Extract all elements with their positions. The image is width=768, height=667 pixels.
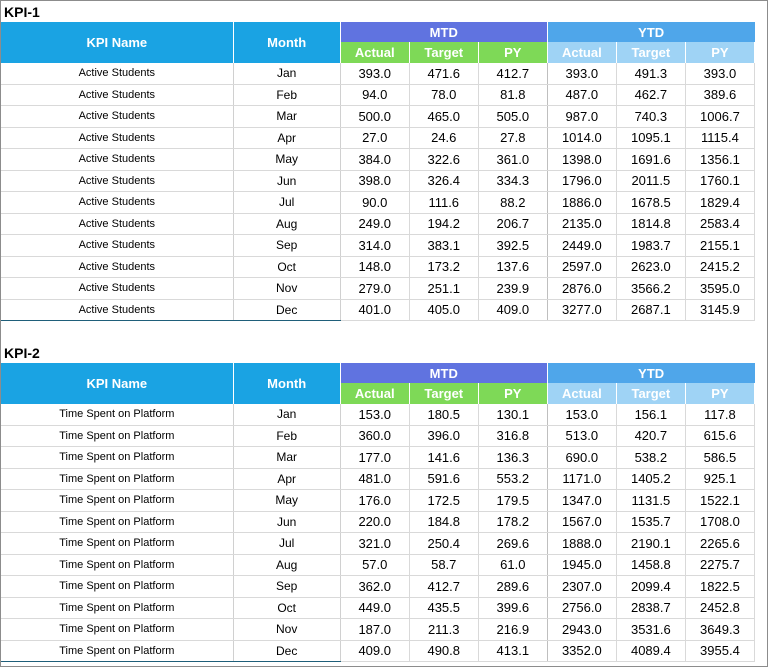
mtd-actual-cell: 321.0 bbox=[340, 533, 409, 555]
mtd-actual-cell: 314.0 bbox=[340, 235, 409, 257]
ytd-target-cell: 1983.7 bbox=[616, 235, 685, 257]
mtd-target-cell: 58.7 bbox=[409, 554, 478, 576]
ytd-actual-cell: 1347.0 bbox=[547, 490, 616, 512]
mtd-actual-cell: 153.0 bbox=[340, 404, 409, 425]
table-row bbox=[1, 576, 755, 598]
mtd-target-cell: 184.8 bbox=[409, 511, 478, 533]
ytd-actual-cell: 1171.0 bbox=[547, 468, 616, 490]
kpi-name-cell: Time Spent on Platform bbox=[1, 511, 233, 533]
kpi-name-cell: Active Students bbox=[1, 127, 233, 149]
mtd-actual-header: Actual bbox=[340, 42, 409, 63]
ytd-target-cell: 1535.7 bbox=[616, 511, 685, 533]
ytd-py-cell: 925.1 bbox=[685, 468, 754, 490]
mtd-target-cell: 173.2 bbox=[409, 256, 478, 278]
mtd-target-cell: 322.6 bbox=[409, 149, 478, 171]
table-row bbox=[1, 468, 755, 490]
mtd-actual-header: Actual bbox=[340, 383, 409, 404]
ytd-actual-cell: 1886.0 bbox=[547, 192, 616, 214]
ytd-target-header: Target bbox=[616, 383, 685, 404]
mtd-actual-cell: 90.0 bbox=[340, 192, 409, 214]
ytd-actual-header: Actual bbox=[547, 42, 616, 63]
table-row bbox=[1, 192, 755, 214]
mtd-target-cell: 141.6 bbox=[409, 447, 478, 469]
ytd-target-cell: 491.3 bbox=[616, 63, 685, 84]
mtd-py-cell: 137.6 bbox=[478, 256, 547, 278]
kpi-name-cell: Time Spent on Platform bbox=[1, 640, 233, 662]
ytd-py-cell: 2265.6 bbox=[685, 533, 754, 555]
month-cell: Oct bbox=[233, 256, 340, 278]
ytd-actual-cell: 1567.0 bbox=[547, 511, 616, 533]
table-row bbox=[1, 84, 755, 106]
ytd-target-cell: 2623.0 bbox=[616, 256, 685, 278]
table-row bbox=[1, 490, 755, 512]
ytd-actual-cell: 1796.0 bbox=[547, 170, 616, 192]
month-cell: Apr bbox=[233, 468, 340, 490]
kpi-name-cell: Active Students bbox=[1, 213, 233, 235]
mtd-py-cell: 289.6 bbox=[478, 576, 547, 598]
kpi-name-cell: Active Students bbox=[1, 106, 233, 128]
mtd-target-cell: 250.4 bbox=[409, 533, 478, 555]
kpi2-title: KPI-2 bbox=[4, 345, 40, 361]
month-cell: Apr bbox=[233, 127, 340, 149]
mtd-actual-cell: 360.0 bbox=[340, 425, 409, 447]
mtd-py-cell: 505.0 bbox=[478, 106, 547, 128]
month-cell: Dec bbox=[233, 299, 340, 321]
ytd-py-cell: 1522.1 bbox=[685, 490, 754, 512]
month-cell: Jul bbox=[233, 192, 340, 214]
ytd-target-cell: 1131.5 bbox=[616, 490, 685, 512]
table-row bbox=[1, 63, 755, 84]
kpi2-body bbox=[1, 404, 755, 662]
ytd-actual-cell: 2943.0 bbox=[547, 619, 616, 641]
kpi-name-cell: Active Students bbox=[1, 84, 233, 106]
ytd-py-cell: 393.0 bbox=[685, 63, 754, 84]
table-row bbox=[1, 597, 755, 619]
month-cell: Jan bbox=[233, 63, 340, 84]
mtd-py-header: PY bbox=[478, 383, 547, 404]
ytd-actual-cell: 1945.0 bbox=[547, 554, 616, 576]
ytd-py-cell: 615.6 bbox=[685, 425, 754, 447]
ytd-actual-cell: 393.0 bbox=[547, 63, 616, 84]
ytd-py-cell: 3145.9 bbox=[685, 299, 754, 321]
mtd-py-cell: 361.0 bbox=[478, 149, 547, 171]
ytd-target-cell: 740.3 bbox=[616, 106, 685, 128]
month-cell: May bbox=[233, 149, 340, 171]
ytd-target-cell: 2687.1 bbox=[616, 299, 685, 321]
mtd-target-cell: 211.3 bbox=[409, 619, 478, 641]
ytd-target-cell: 1691.6 bbox=[616, 149, 685, 171]
mtd-actual-cell: 249.0 bbox=[340, 213, 409, 235]
mtd-target-cell: 396.0 bbox=[409, 425, 478, 447]
ytd-target-cell: 1405.2 bbox=[616, 468, 685, 490]
table-row bbox=[1, 106, 755, 128]
mtd-actual-cell: 384.0 bbox=[340, 149, 409, 171]
ytd-actual-cell: 513.0 bbox=[547, 425, 616, 447]
ytd-target-cell: 420.7 bbox=[616, 425, 685, 447]
mtd-py-cell: 269.6 bbox=[478, 533, 547, 555]
mtd-py-cell: 81.8 bbox=[478, 84, 547, 106]
kpi-name-cell: Active Students bbox=[1, 278, 233, 300]
ytd-actual-cell: 2597.0 bbox=[547, 256, 616, 278]
table-row bbox=[1, 149, 755, 171]
ytd-py-cell: 1760.1 bbox=[685, 170, 754, 192]
ytd-target-cell: 4089.4 bbox=[616, 640, 685, 662]
month-cell: May bbox=[233, 490, 340, 512]
kpi1-table bbox=[1, 22, 755, 321]
mtd-header: MTD bbox=[340, 363, 547, 383]
ytd-py-cell: 1822.5 bbox=[685, 576, 754, 598]
mtd-py-header: PY bbox=[478, 42, 547, 63]
mtd-actual-cell: 449.0 bbox=[340, 597, 409, 619]
kpi-name-cell: Active Students bbox=[1, 299, 233, 321]
ytd-py-header: PY bbox=[685, 42, 754, 63]
ytd-header: YTD bbox=[547, 22, 754, 42]
ytd-actual-cell: 2876.0 bbox=[547, 278, 616, 300]
month-cell: Feb bbox=[233, 425, 340, 447]
mtd-header: MTD bbox=[340, 22, 547, 42]
ytd-py-cell: 586.5 bbox=[685, 447, 754, 469]
ytd-target-cell: 2838.7 bbox=[616, 597, 685, 619]
ytd-target-cell: 3531.6 bbox=[616, 619, 685, 641]
table-row bbox=[1, 425, 755, 447]
ytd-actual-cell: 1888.0 bbox=[547, 533, 616, 555]
mtd-target-cell: 251.1 bbox=[409, 278, 478, 300]
kpi-name-cell: Active Students bbox=[1, 192, 233, 214]
kpi-name-cell: Active Students bbox=[1, 63, 233, 84]
kpi-name-cell: Time Spent on Platform bbox=[1, 447, 233, 469]
mtd-py-cell: 61.0 bbox=[478, 554, 547, 576]
mtd-actual-cell: 398.0 bbox=[340, 170, 409, 192]
mtd-actual-cell: 177.0 bbox=[340, 447, 409, 469]
ytd-header: YTD bbox=[547, 363, 754, 383]
month-cell: Dec bbox=[233, 640, 340, 662]
ytd-target-cell: 3566.2 bbox=[616, 278, 685, 300]
month-cell: Aug bbox=[233, 554, 340, 576]
mtd-actual-cell: 481.0 bbox=[340, 468, 409, 490]
kpi-name-cell: Time Spent on Platform bbox=[1, 533, 233, 555]
ytd-py-cell: 389.6 bbox=[685, 84, 754, 106]
month-cell: Nov bbox=[233, 619, 340, 641]
month-cell: Jan bbox=[233, 404, 340, 425]
kpi-name-cell: Time Spent on Platform bbox=[1, 576, 233, 598]
mtd-actual-cell: 148.0 bbox=[340, 256, 409, 278]
month-cell: Mar bbox=[233, 447, 340, 469]
ytd-py-cell: 1356.1 bbox=[685, 149, 754, 171]
ytd-actual-cell: 1014.0 bbox=[547, 127, 616, 149]
table-row bbox=[1, 511, 755, 533]
kpi-name-cell: Active Students bbox=[1, 149, 233, 171]
mtd-actual-cell: 57.0 bbox=[340, 554, 409, 576]
mtd-py-cell: 27.8 bbox=[478, 127, 547, 149]
mtd-target-cell: 111.6 bbox=[409, 192, 478, 214]
mtd-actual-cell: 187.0 bbox=[340, 619, 409, 641]
ytd-actual-cell: 2135.0 bbox=[547, 213, 616, 235]
kpi-name-cell: Time Spent on Platform bbox=[1, 554, 233, 576]
mtd-target-header: Target bbox=[409, 42, 478, 63]
mtd-target-cell: 326.4 bbox=[409, 170, 478, 192]
ytd-py-cell: 3955.4 bbox=[685, 640, 754, 662]
mtd-target-cell: 591.6 bbox=[409, 468, 478, 490]
mtd-actual-cell: 176.0 bbox=[340, 490, 409, 512]
mtd-actual-cell: 220.0 bbox=[340, 511, 409, 533]
ytd-target-cell: 1814.8 bbox=[616, 213, 685, 235]
table-row bbox=[1, 235, 755, 257]
mtd-py-cell: 206.7 bbox=[478, 213, 547, 235]
ytd-target-cell: 2011.5 bbox=[616, 170, 685, 192]
ytd-target-cell: 2190.1 bbox=[616, 533, 685, 555]
ytd-py-cell: 117.8 bbox=[685, 404, 754, 425]
mtd-actual-cell: 94.0 bbox=[340, 84, 409, 106]
table-row bbox=[1, 533, 755, 555]
ytd-target-cell: 462.7 bbox=[616, 84, 685, 106]
mtd-py-cell: 178.2 bbox=[478, 511, 547, 533]
mtd-actual-cell: 279.0 bbox=[340, 278, 409, 300]
mtd-py-cell: 412.7 bbox=[478, 63, 547, 84]
ytd-actual-cell: 2756.0 bbox=[547, 597, 616, 619]
ytd-target-cell: 538.2 bbox=[616, 447, 685, 469]
table-row bbox=[1, 619, 755, 641]
table-row bbox=[1, 404, 755, 425]
table-row bbox=[1, 213, 755, 235]
ytd-target-cell: 1095.1 bbox=[616, 127, 685, 149]
ytd-py-cell: 2415.2 bbox=[685, 256, 754, 278]
ytd-actual-cell: 987.0 bbox=[547, 106, 616, 128]
ytd-py-cell: 2155.1 bbox=[685, 235, 754, 257]
month-cell: Sep bbox=[233, 576, 340, 598]
mtd-actual-cell: 362.0 bbox=[340, 576, 409, 598]
kpi1-body bbox=[1, 63, 755, 321]
table-row bbox=[1, 640, 755, 662]
table-row bbox=[1, 170, 755, 192]
kpi-name-cell: Time Spent on Platform bbox=[1, 425, 233, 447]
mtd-py-cell: 409.0 bbox=[478, 299, 547, 321]
ytd-target-cell: 156.1 bbox=[616, 404, 685, 425]
ytd-py-cell: 3649.3 bbox=[685, 619, 754, 641]
ytd-actual-cell: 2307.0 bbox=[547, 576, 616, 598]
ytd-py-cell: 3595.0 bbox=[685, 278, 754, 300]
kpi-name-header: KPI Name bbox=[1, 22, 233, 63]
mtd-py-cell: 392.5 bbox=[478, 235, 547, 257]
month-cell: Aug bbox=[233, 213, 340, 235]
kpi-name-cell: Active Students bbox=[1, 235, 233, 257]
ytd-actual-cell: 690.0 bbox=[547, 447, 616, 469]
kpi-name-cell: Time Spent on Platform bbox=[1, 619, 233, 641]
mtd-actual-cell: 409.0 bbox=[340, 640, 409, 662]
mtd-target-cell: 465.0 bbox=[409, 106, 478, 128]
month-header: Month bbox=[233, 363, 340, 404]
mtd-target-cell: 383.1 bbox=[409, 235, 478, 257]
mtd-py-cell: 316.8 bbox=[478, 425, 547, 447]
ytd-actual-cell: 487.0 bbox=[547, 84, 616, 106]
month-cell: Jul bbox=[233, 533, 340, 555]
ytd-target-header: Target bbox=[616, 42, 685, 63]
kpi-name-header: KPI Name bbox=[1, 363, 233, 404]
mtd-actual-cell: 393.0 bbox=[340, 63, 409, 84]
month-cell: Jun bbox=[233, 511, 340, 533]
ytd-py-cell: 1708.0 bbox=[685, 511, 754, 533]
mtd-target-header: Target bbox=[409, 383, 478, 404]
ytd-py-cell: 2583.4 bbox=[685, 213, 754, 235]
mtd-target-cell: 180.5 bbox=[409, 404, 478, 425]
kpi-name-cell: Time Spent on Platform bbox=[1, 597, 233, 619]
ytd-actual-cell: 3352.0 bbox=[547, 640, 616, 662]
kpi-name-cell: Active Students bbox=[1, 256, 233, 278]
ytd-actual-cell: 2449.0 bbox=[547, 235, 616, 257]
ytd-actual-cell: 3277.0 bbox=[547, 299, 616, 321]
mtd-py-cell: 334.3 bbox=[478, 170, 547, 192]
mtd-target-cell: 78.0 bbox=[409, 84, 478, 106]
mtd-actual-cell: 27.0 bbox=[340, 127, 409, 149]
ytd-actual-header: Actual bbox=[547, 383, 616, 404]
ytd-py-header: PY bbox=[685, 383, 754, 404]
table-row bbox=[1, 554, 755, 576]
mtd-target-cell: 172.5 bbox=[409, 490, 478, 512]
kpi-name-cell: Active Students bbox=[1, 170, 233, 192]
ytd-py-cell: 2275.7 bbox=[685, 554, 754, 576]
kpi1-title: KPI-1 bbox=[4, 4, 40, 20]
mtd-target-cell: 435.5 bbox=[409, 597, 478, 619]
kpi2-table bbox=[1, 363, 755, 662]
mtd-py-cell: 130.1 bbox=[478, 404, 547, 425]
month-cell: Sep bbox=[233, 235, 340, 257]
month-cell: Nov bbox=[233, 278, 340, 300]
mtd-py-cell: 399.6 bbox=[478, 597, 547, 619]
ytd-target-cell: 2099.4 bbox=[616, 576, 685, 598]
mtd-target-cell: 24.6 bbox=[409, 127, 478, 149]
mtd-target-cell: 471.6 bbox=[409, 63, 478, 84]
ytd-py-cell: 1829.4 bbox=[685, 192, 754, 214]
ytd-py-cell: 1006.7 bbox=[685, 106, 754, 128]
table-row bbox=[1, 278, 755, 300]
mtd-py-cell: 413.1 bbox=[478, 640, 547, 662]
ytd-actual-cell: 153.0 bbox=[547, 404, 616, 425]
mtd-actual-cell: 401.0 bbox=[340, 299, 409, 321]
kpi-name-cell: Time Spent on Platform bbox=[1, 490, 233, 512]
kpi-name-cell: Time Spent on Platform bbox=[1, 468, 233, 490]
table-row bbox=[1, 299, 755, 321]
mtd-py-cell: 136.3 bbox=[478, 447, 547, 469]
mtd-py-cell: 179.5 bbox=[478, 490, 547, 512]
mtd-py-cell: 553.2 bbox=[478, 468, 547, 490]
month-cell: Mar bbox=[233, 106, 340, 128]
month-cell: Feb bbox=[233, 84, 340, 106]
table-row bbox=[1, 447, 755, 469]
ytd-actual-cell: 1398.0 bbox=[547, 149, 616, 171]
mtd-py-cell: 216.9 bbox=[478, 619, 547, 641]
mtd-py-cell: 88.2 bbox=[478, 192, 547, 214]
mtd-target-cell: 194.2 bbox=[409, 213, 478, 235]
ytd-target-cell: 1678.5 bbox=[616, 192, 685, 214]
ytd-target-cell: 1458.8 bbox=[616, 554, 685, 576]
ytd-py-cell: 1115.4 bbox=[685, 127, 754, 149]
table-row bbox=[1, 127, 755, 149]
mtd-target-cell: 412.7 bbox=[409, 576, 478, 598]
kpi-name-cell: Time Spent on Platform bbox=[1, 404, 233, 425]
mtd-py-cell: 239.9 bbox=[478, 278, 547, 300]
table-row bbox=[1, 256, 755, 278]
month-cell: Jun bbox=[233, 170, 340, 192]
month-cell: Oct bbox=[233, 597, 340, 619]
ytd-py-cell: 2452.8 bbox=[685, 597, 754, 619]
mtd-actual-cell: 500.0 bbox=[340, 106, 409, 128]
mtd-target-cell: 490.8 bbox=[409, 640, 478, 662]
mtd-target-cell: 405.0 bbox=[409, 299, 478, 321]
month-header: Month bbox=[233, 22, 340, 63]
